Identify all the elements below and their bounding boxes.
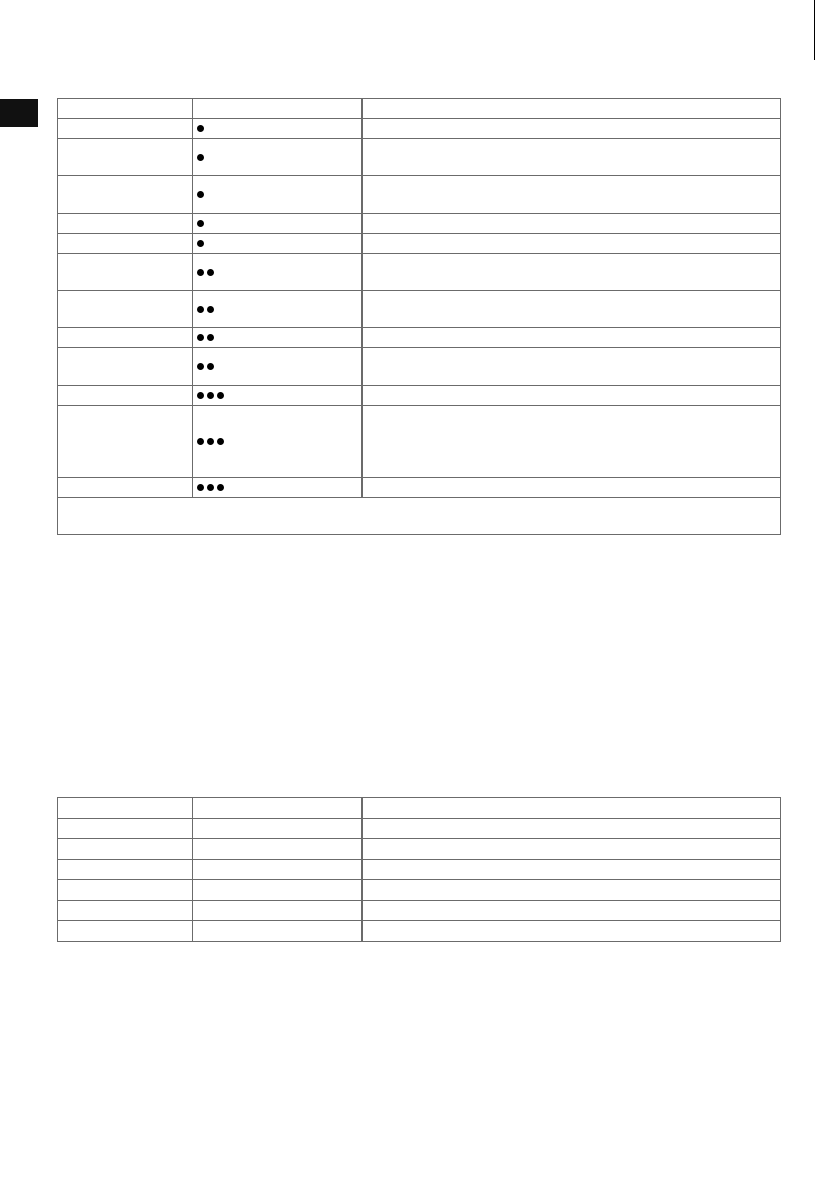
- table-cell: [58, 818, 193, 839]
- table-cell: [362, 921, 781, 942]
- cell-indicator: [193, 406, 362, 478]
- led-dots: [197, 392, 357, 399]
- cell-indicator: [193, 478, 362, 498]
- cell-description: [362, 214, 781, 234]
- table-row: [58, 859, 781, 880]
- table-row: [58, 254, 781, 291]
- cell-label: [58, 234, 193, 254]
- dot-icon: [217, 438, 224, 445]
- cell-indicator: [193, 386, 362, 406]
- language-tab-marker: [0, 99, 38, 127]
- table-row: [58, 406, 781, 478]
- cell-description: [362, 386, 781, 406]
- cell-description: [362, 478, 781, 498]
- dot-icon: [197, 125, 204, 132]
- table-row: [58, 348, 781, 386]
- dot-icon: [197, 334, 204, 341]
- dot-icon: [197, 306, 204, 313]
- table-cell: [362, 900, 781, 921]
- cell-label: [58, 291, 193, 328]
- indicator-table: [57, 98, 781, 535]
- dot-icon: [197, 392, 204, 399]
- cell-label: [58, 348, 193, 386]
- dot-icon: [207, 306, 214, 313]
- cell-indicator: [193, 234, 362, 254]
- table-row: [58, 478, 781, 498]
- table-cell: [193, 859, 362, 880]
- led-dots: [197, 484, 357, 491]
- table-row: [58, 214, 781, 234]
- dot-icon: [197, 484, 204, 491]
- table-cell: [193, 880, 362, 901]
- cell-indicator: [193, 348, 362, 386]
- table-row: [58, 880, 781, 901]
- cell-description: [362, 139, 781, 176]
- cell-indicator: [193, 328, 362, 348]
- table-row: [58, 291, 781, 328]
- dot-icon: [197, 191, 204, 198]
- cell-description: [362, 254, 781, 291]
- led-dots: [197, 438, 357, 445]
- cell-label: [58, 328, 193, 348]
- table-row: [58, 798, 781, 819]
- cell-description: [362, 234, 781, 254]
- table-row: [58, 99, 781, 119]
- led-dots: [197, 191, 357, 198]
- table-cell: [193, 921, 362, 942]
- dot-icon: [217, 392, 224, 399]
- margin-rule: [814, 0, 815, 60]
- table-row: [58, 818, 781, 839]
- table-cell: [193, 818, 362, 839]
- table-row: [58, 839, 781, 860]
- table-note: [58, 498, 781, 535]
- cell-label: [58, 386, 193, 406]
- dot-icon: [197, 220, 204, 227]
- cell-indicator: [193, 176, 362, 214]
- secondary-table: [57, 797, 781, 942]
- cell-indicator: [193, 214, 362, 234]
- dot-icon: [207, 269, 214, 276]
- led-dots: [197, 220, 357, 227]
- table-row: [58, 176, 781, 214]
- cell-description: [362, 406, 781, 478]
- table-cell: [58, 900, 193, 921]
- table-cell: [58, 921, 193, 942]
- led-dots: [197, 334, 357, 341]
- led-dots: [197, 125, 357, 132]
- dot-icon: [207, 392, 214, 399]
- led-dots: [197, 306, 357, 313]
- dot-icon: [207, 363, 214, 370]
- table-row: [58, 921, 781, 942]
- dot-icon: [197, 438, 204, 445]
- cell-label: [58, 406, 193, 478]
- table-cell: [58, 859, 193, 880]
- table-note-row: [58, 498, 781, 535]
- cell-label: [58, 119, 193, 139]
- cell-indicator: [193, 119, 362, 139]
- cell-label: [58, 214, 193, 234]
- table-cell: [362, 798, 781, 819]
- cell-label: [58, 176, 193, 214]
- led-dots: [197, 363, 357, 370]
- dot-icon: [197, 269, 204, 276]
- cell-label: [58, 139, 193, 176]
- table-row: [58, 900, 781, 921]
- led-dots: [197, 269, 357, 276]
- table-row: [58, 139, 781, 176]
- table-cell: [58, 839, 193, 860]
- cell-indicator: [193, 99, 362, 119]
- cell-label: [58, 478, 193, 498]
- cell-indicator: [193, 139, 362, 176]
- dot-icon: [197, 154, 204, 161]
- dot-icon: [197, 240, 204, 247]
- dot-icon: [197, 363, 204, 370]
- table-cell: [193, 798, 362, 819]
- table-row: [58, 328, 781, 348]
- dot-icon: [217, 484, 224, 491]
- cell-label: [58, 254, 193, 291]
- led-dots: [197, 240, 357, 247]
- cell-description: [362, 176, 781, 214]
- cell-description: [362, 291, 781, 328]
- table-cell: [58, 798, 193, 819]
- table-cell: [362, 818, 781, 839]
- cell-description: [362, 119, 781, 139]
- table-cell: [362, 839, 781, 860]
- cell-description: [362, 99, 781, 119]
- cell-description: [362, 328, 781, 348]
- dot-icon: [207, 484, 214, 491]
- table-cell: [193, 900, 362, 921]
- cell-indicator: [193, 254, 362, 291]
- dot-icon: [207, 334, 214, 341]
- table-cell: [193, 839, 362, 860]
- led-dots: [197, 154, 357, 161]
- table-row: [58, 119, 781, 139]
- cell-description: [362, 348, 781, 386]
- table-cell: [362, 859, 781, 880]
- table-cell: [362, 880, 781, 901]
- cell-indicator: [193, 291, 362, 328]
- dot-icon: [207, 438, 214, 445]
- cell-label: [58, 99, 193, 119]
- table-cell: [58, 880, 193, 901]
- table-row: [58, 234, 781, 254]
- table-row: [58, 386, 781, 406]
